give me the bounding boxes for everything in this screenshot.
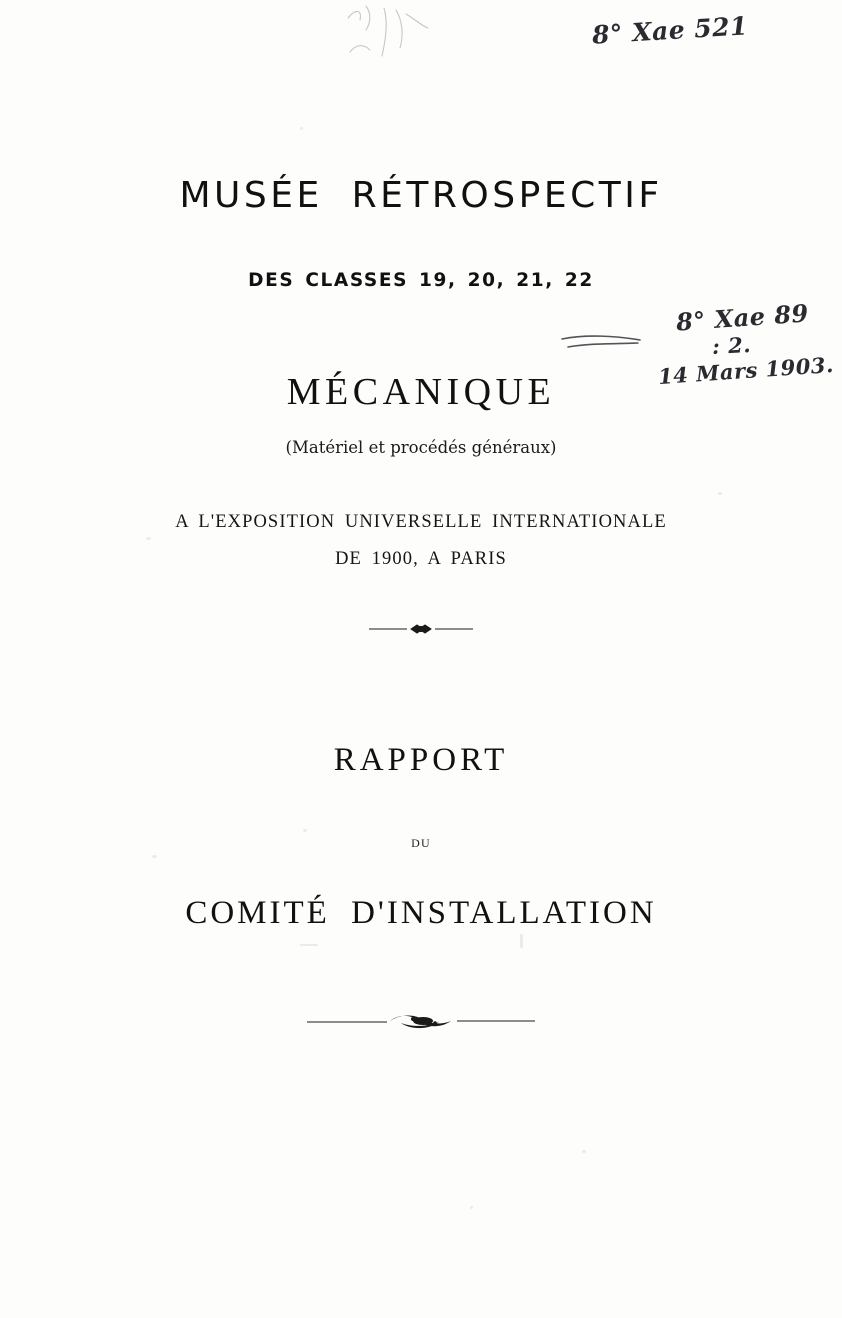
report-title: RAPPORT <box>333 742 509 778</box>
paper-speck <box>303 829 307 832</box>
pencil-scribble-mark <box>336 4 452 66</box>
handwritten-note-line-1: 8° Xae 89 <box>675 298 810 337</box>
paper-speck <box>300 127 303 130</box>
paper-speck <box>520 934 523 948</box>
paper-speck <box>470 1206 473 1209</box>
committee-title: COMITÉ D'INSTALLATION <box>185 895 657 931</box>
exposition-line-2: DE 1900, A PARIS <box>335 549 507 569</box>
handwritten-rule-mark <box>560 330 644 356</box>
classes-subtitle: DES CLASSES 19, 20, 21, 22 <box>248 270 594 291</box>
page-title: MUSÉE RÉTROSPECTIF <box>179 175 663 216</box>
handwritten-shelfmark-top: 8° Xae 521 <box>591 11 749 50</box>
divider-ornament-small <box>0 620 842 644</box>
paper-speck <box>300 944 318 946</box>
exposition-line-1: A L'EXPOSITION UNIVERSELLE INTERNATIONALE <box>175 512 667 532</box>
paper-speck <box>718 492 722 495</box>
handwritten-note-line-3: 14 Mars 1903. <box>657 351 835 390</box>
paper-speck <box>582 1150 586 1153</box>
divider-ornament-wide <box>0 1010 842 1038</box>
paper-speck <box>146 537 151 540</box>
subject-subtitle: (Matériel et procédés généraux) <box>285 438 557 457</box>
report-preposition: DU <box>411 836 431 850</box>
subject-title: MÉCANIQUE <box>286 371 556 413</box>
handwritten-note-line-2: : 2. <box>711 331 752 360</box>
paper-speck <box>152 855 157 858</box>
